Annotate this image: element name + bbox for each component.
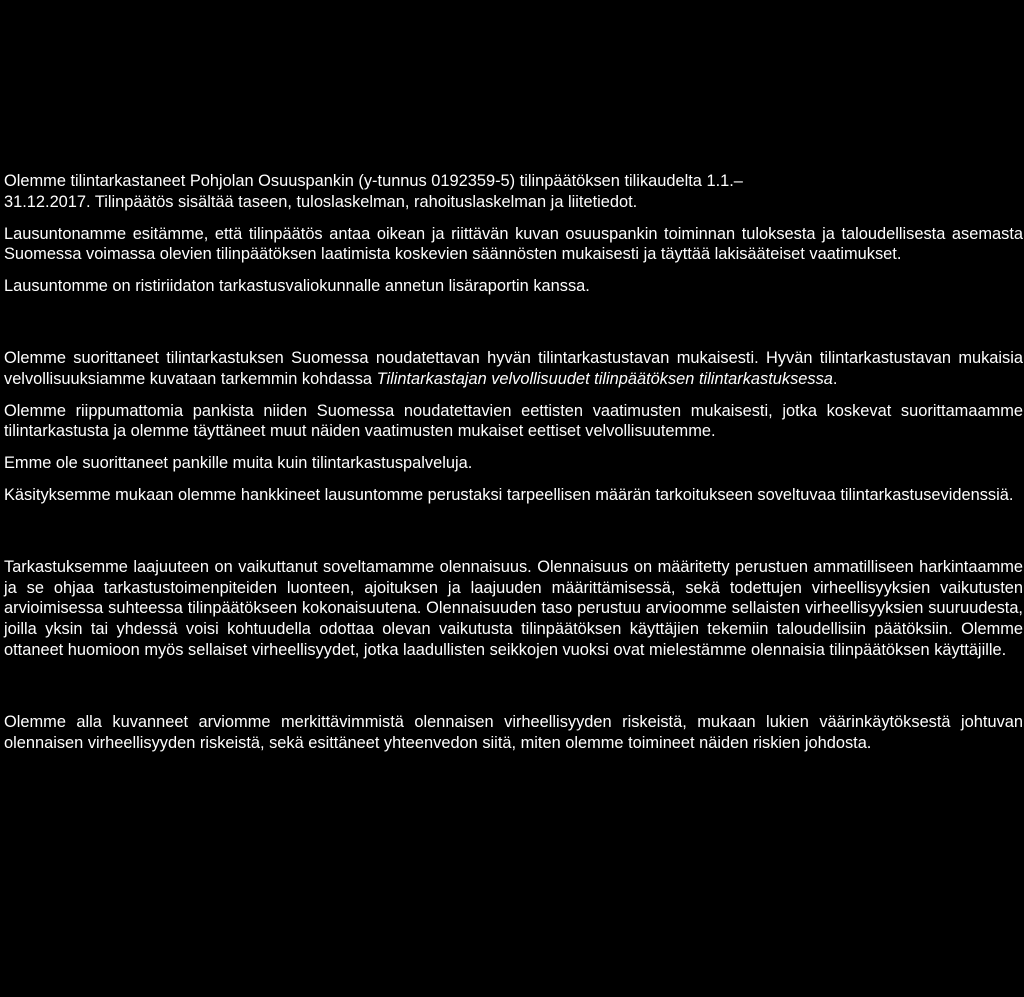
basis-paragraph-1-end: . [832, 369, 838, 388]
basis-paragraph-2: Olemme riippumattomia pankista niiden Suomessa noudatettavien eettisten vaatimusten mukaisesti, jotka koskevat suorittamaamme tilintarkastusta ja olemme täyttäneet muut näiden vaatimusten mukaiset eettiset velvollisuutemme. [4, 401, 1023, 441]
document-page [4, 171, 1023, 753]
key-matters-section [4, 712, 1023, 754]
key-matters-paragraph-1: Olemme alla kuvanneet arviomme merkittävimmistä olennaisen virheellisyyden riskeistä, mukaan lukien väärinkäytöksestä johtuvan olennaisen virheellisyyden riskeistä, sekä esittäneet yhteenvedon siitä, miten olemme toimineet näiden riskien johdosta. [4, 712, 1023, 752]
basis-paragraph-4: Käsityksemme mukaan olemme hankkineet lausuntomme perustaksi tarpeellisen määrän tarkoitukseen soveltuvaa tilintarkastusevidenssiä. [4, 485, 1014, 504]
opinion-section [4, 171, 1023, 297]
opinion-paragraph-1 [4, 171, 1023, 213]
basis-paragraph-1-text: Olemme suorittaneet tilintarkastuksen Suomessa noudatettavan hyvän tilintarkastustavan mukaisesti. Hyvän tilintarkastustavan mukaisia velvollisuuksiamme kuvataan tarkemmin kohdassa [4, 348, 1023, 388]
basis-paragraph-1 [4, 348, 1023, 390]
opinion-paragraph-1-line-1: Olemme tilintarkastaneet Pohjolan Osuuspankin (y-tunnus 0192359-5) tilinpäätöksen tilikaudelta 1.1.– [4, 172, 743, 190]
opinion-paragraph-2: Lausuntonamme esitämme, että tilinpäätös antaa oikean ja riittävän kuvan osuuspankin toiminnan tuloksesta ja taloudellisesta asemasta Suomessa voimassa olevien tilinpäätöksen laatimista koskevien säännösten mukaisesti ja täyttää lakisääteiset vaatimukset. [4, 224, 1023, 264]
basis-section [4, 348, 1023, 506]
opinion-paragraph-3: Lausuntomme on ristiriidaton tarkastusvaliokunnalle annetun lisäraportin kanssa. [4, 277, 590, 296]
opinion-paragraph-1-line-2: 31.12.2017. Tilinpäätös sisältää taseen, tuloslaskelman, rahoituslaskelman ja liitetiedot. [4, 192, 638, 211]
basis-paragraph-3: Emme ole suorittaneet pankille muita kuin tilintarkastuspalveluja. [4, 454, 473, 473]
basis-paragraph-1-italic-reference: Tilintarkastajan velvollisuudet tilinpäätöksen tilintarkastuksessa [376, 369, 833, 388]
materiality-section [4, 557, 1023, 661]
materiality-paragraph-1: Tarkastuksemme laajuuteen on vaikuttanut soveltamamme olennaisuus. Olennaisuus on määritetty perustuen ammatilliseen harkintaamme ja se ohjaa tarkastustoimenpiteiden luonteen, ajoituksen ja laajuuden määrittämisessä, sekä todettujen virheellisyyksien vaikutusten arvioimisessa suhteessa tilinpäätökseen kokonaisuutena. Olennaisuuden taso perustuu arvioomme sellaisten virheellisyyksien suuruudesta, joilla yksin tai yhdessä voisi kohtuudella odottaa olevan vaikutusta tilinpäätöksen käyttäjien tekemiin taloudellisiin päätöksiin. Olemme ottaneet huomioon myös sellaiset virheellisyydet, jotka laadullisten seikkojen vuoksi ovat mielestämme olennaisia tilinpäätöksen käyttäjille. [4, 557, 1023, 659]
